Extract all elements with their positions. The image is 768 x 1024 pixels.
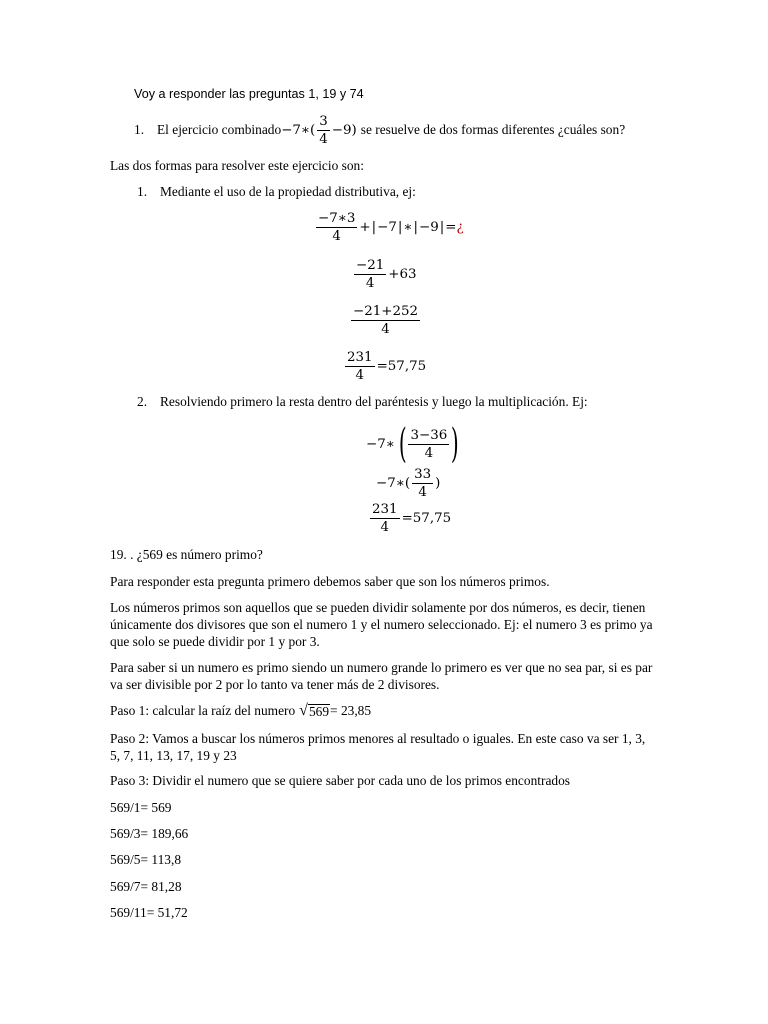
step-3: Paso 3: Dividir el numero que se quiere saber por cada uno de los primos encontrados <box>110 773 570 788</box>
m2-eq1-pre: −7∗ <box>366 436 395 452</box>
m1-eq1-den: 4 <box>332 228 341 244</box>
method-2-number: 2. <box>137 394 148 409</box>
method-2-equation-3 <box>368 500 451 536</box>
m1-eq1-bracket-open-2: | <box>413 219 419 235</box>
m1-eq4-num: 231 <box>347 349 373 365</box>
m2-eq2-fraction <box>412 467 433 500</box>
step-1-line <box>110 703 371 719</box>
intro-line: Voy a responder las preguntas 1, 19 y 74 <box>134 87 364 101</box>
question-1-text-before: El ejercicio combinado <box>157 122 282 137</box>
method-1-number: 1. <box>137 184 148 199</box>
step-1-text: Paso 1: calcular la raíz del numero <box>110 703 296 718</box>
division-line: 569/11= 51,72 <box>110 905 188 920</box>
question-1-text-after: se resuelve de dos formas diferentes ¿cuáles son? <box>360 122 626 137</box>
m2-eq1-paren-open: ( <box>398 421 407 467</box>
method-1-label: Mediante el uso de la propiedad distributiva, ej: <box>160 184 416 199</box>
question-1-expr-tail: −9 <box>331 122 352 138</box>
m1-eq1-bracket-close-1: | <box>397 219 403 235</box>
method-2-equation-2 <box>376 466 440 500</box>
m1-eq3-fraction <box>351 304 420 337</box>
division-line: 569/5= 113,8 <box>110 852 182 867</box>
step-1-result: = 23,85 <box>330 703 372 718</box>
step-2: Paso 2: Vamos a buscar los números primos menores al resultado o iguales. En este caso va ser 1, 3, 5, 7, 11, 13, 17, 19 y 23 <box>110 731 646 763</box>
question-19-paragraph-1: Para responder esta pregunta primero debemos saber que son los números primos. <box>110 574 550 589</box>
m1-eq2-den: 4 <box>365 275 375 291</box>
m1-eq1-bracket-open-1: | <box>371 219 377 235</box>
m1-eq1-mul: ∗ <box>403 219 413 235</box>
m1-eq1-b2: −9 <box>419 219 439 235</box>
m1-eq4-rest: =57,75 <box>376 358 427 374</box>
m2-eq2-pre: −7∗( <box>376 475 411 491</box>
m1-eq2-num: −21 <box>356 257 385 273</box>
m2-eq3-den: 4 <box>380 519 390 535</box>
question-1-fraction-den: 4 <box>319 131 328 147</box>
question-1-expr-close: ) <box>351 122 357 138</box>
m2-eq1-fraction <box>408 428 449 461</box>
m2-eq2-num: 33 <box>414 466 432 482</box>
method-2-heading <box>137 394 588 410</box>
method-1-equation-4 <box>343 348 426 384</box>
method-2-equation-1 <box>366 421 463 467</box>
m1-eq2-rest: +63 <box>388 266 417 282</box>
m1-eq1-bracket-close-2: | <box>439 219 445 235</box>
m2-eq3-rest: =57,75 <box>401 510 452 526</box>
m2-eq3-fraction <box>370 502 400 535</box>
m1-eq1-b1: −7 <box>377 219 397 235</box>
question-19-heading: 19. . ¿569 es número primo? <box>110 547 263 562</box>
m1-eq1-num: −7∗3 <box>318 210 356 226</box>
method-1-equation-3 <box>349 302 422 338</box>
question-19-paragraph-2: Los números primos son aquellos que se pueden dividir solamente por dos números, es decir, tienen únicamente dos divisores que son el numero 1 y el numero seleccionado. Ej: el numero 3 es primo ya que solo se puede dividir por 1 y por 3. <box>110 600 653 649</box>
question-19-paragraph-3: Para saber si un numero es primo siendo un numero grande lo primero es ver que no sea par, si es par va ser divisible por 2 por lo tanto va tener más de 2 divisores. <box>110 660 653 692</box>
m2-eq2-den: 4 <box>418 484 427 500</box>
m2-eq3-num: 231 <box>372 501 398 517</box>
m1-eq3-num: −21+252 <box>353 303 419 319</box>
method-1-heading <box>137 184 416 200</box>
step-1-radicand: 569 <box>308 704 330 719</box>
division-line: 569/3= 189,66 <box>110 826 189 841</box>
m1-eq1-fraction <box>316 211 357 244</box>
question-1-fraction-num: 3 <box>319 113 328 129</box>
method-2-label: Resolviendo primero la resta dentro del paréntesis y luego la multiplicación. Ej: <box>160 394 588 409</box>
m1-eq3-den: 4 <box>381 321 390 337</box>
method-1-equation-1 <box>314 208 464 246</box>
two-ways-line: Las dos formas para resolver este ejercicio son: <box>110 158 364 173</box>
division-line: 569/7= 81,28 <box>110 879 182 894</box>
question-1-fraction <box>317 114 330 147</box>
square-root <box>299 703 330 719</box>
m2-eq1-num: 3−36 <box>410 427 448 443</box>
m1-eq1-plus: + <box>359 219 371 235</box>
m2-eq1-paren-close: ) <box>451 421 459 467</box>
m2-eq2-close: ) <box>435 475 441 491</box>
m1-eq1-question: ¿ <box>456 219 464 235</box>
method-1-equation-2 <box>352 256 417 292</box>
division-line: 569/1= 569 <box>110 800 172 815</box>
question-1 <box>134 112 625 148</box>
m1-eq1-eq: = <box>445 219 457 235</box>
m1-eq4-fraction <box>345 350 375 383</box>
m2-eq1-den: 4 <box>424 445 434 461</box>
m1-eq2-fraction <box>354 258 386 291</box>
m1-eq4-den: 4 <box>355 367 365 383</box>
question-1-expr-start: −7∗( <box>281 122 316 138</box>
question-1-number: 1. <box>134 122 145 137</box>
radical-sign-icon: √ <box>299 702 308 719</box>
